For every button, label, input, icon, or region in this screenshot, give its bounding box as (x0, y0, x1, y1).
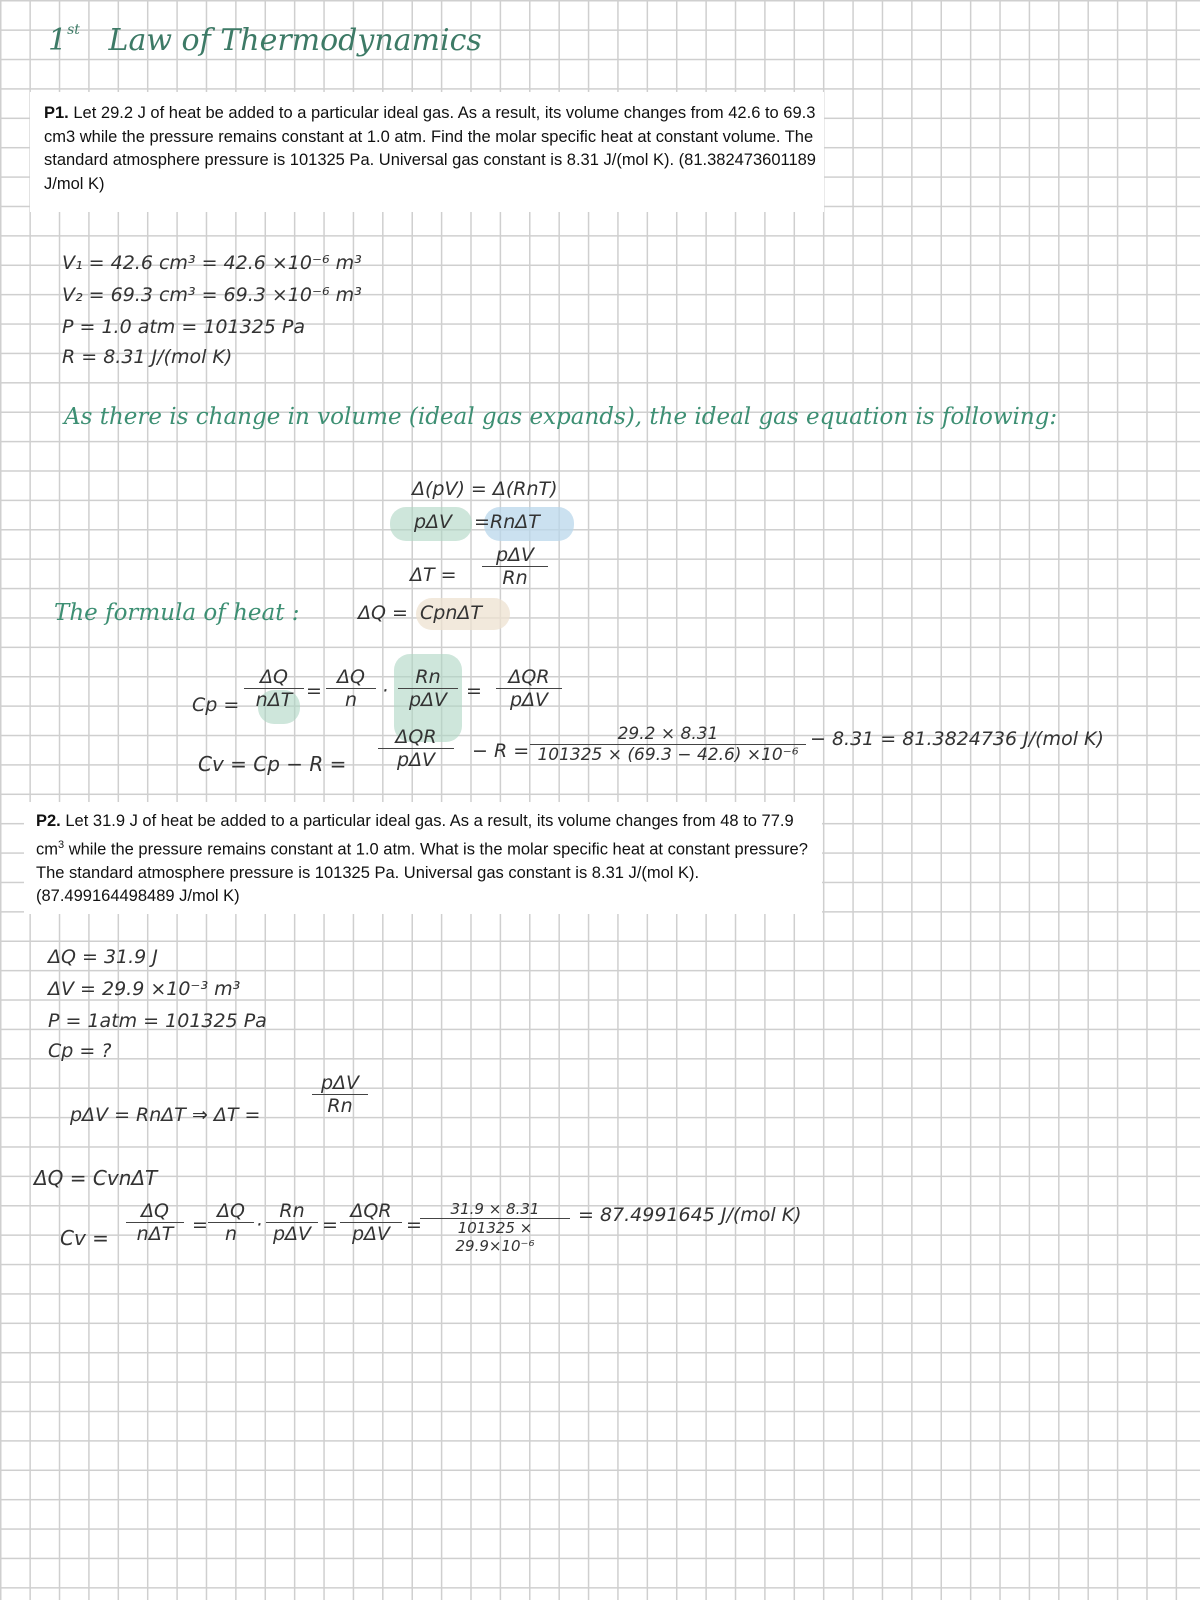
problem-2-text-sup: 3 (58, 838, 65, 851)
p2-delta-t-fraction (312, 1072, 368, 1117)
p1-cp-fraction-3 (398, 666, 458, 711)
p1-cp-fraction-2 (326, 666, 376, 711)
title-ordinal: 1 (48, 23, 68, 58)
p1-f2-num: ΔQ (337, 666, 365, 688)
p1-f4-den: pΔV (496, 688, 562, 711)
p1-f5-den: pΔV (378, 748, 454, 771)
p1-f3-den: pΔV (398, 688, 458, 711)
p1-final-result: − 8.31 = 81.3824736 J/(mol K) (810, 728, 1104, 750)
p2-f4-den: pΔV (340, 1222, 402, 1245)
title-text: Law of Thermodynamics (108, 23, 482, 58)
p1-note-heat-formula: The formula of heat : (54, 600, 300, 626)
problem-2-text-b: while the pressure remains constant at 1.0 atm. What is the molar specific heat at constant pressure? The standard atmosphere pressure is 101325 Pa. Universal gas constant is 8.31 J/(mol K). (87.499164498489 J/mol K) (36, 840, 808, 905)
p1-cp-lhs: Cp = (192, 694, 240, 716)
p2-numeric-fraction (420, 1200, 570, 1255)
p1-eq2-right: RnΔT (490, 511, 540, 533)
p2-f2-den: n (208, 1222, 254, 1245)
title-ordinal-suffix: st (67, 22, 80, 38)
p1-f1-num: ΔQ (260, 666, 288, 688)
problem-2-text-a: Let 31.9 J of heat be added to a particular ideal gas. As a result, its volume changes from 48 to 77.9 cm (36, 812, 794, 858)
p1-delta-t-num: pΔV (495, 544, 535, 566)
p1-given-pressure: P = 1.0 atm = 101325 Pa (62, 316, 305, 338)
p2-equals-2: = (322, 1214, 338, 1236)
p1-note-ideal-gas: As there is change in volume (ideal gas expands), the ideal gas equation is following: (64, 404, 1058, 430)
p2-given-pressure: P = 1atm = 101325 Pa (48, 1010, 267, 1032)
p1-heat-eq-lhs: ΔQ = (358, 602, 408, 624)
p1-minus-r: − R = (472, 740, 530, 762)
p1-given-gas-constant: R = 8.31 J/(mol K) (62, 346, 233, 368)
p2-fraction-4 (340, 1200, 402, 1245)
p2-given-dq: ΔQ = 31.9 J (48, 946, 158, 968)
p1-delta-t-fraction (482, 544, 548, 589)
p1-cp-equals-2: = (466, 680, 482, 702)
p2-fraction-2 (208, 1200, 254, 1245)
p1-f6-den: 101325 × (69.3 − 42.6) ×10⁻⁶ (530, 744, 806, 765)
p1-cp-fraction-4 (496, 666, 562, 711)
p1-f4-num: ΔQR (508, 666, 550, 688)
p1-eq2-left: pΔV (414, 511, 453, 533)
p1-eq-delta-pv: Δ(pV) = Δ(RnT) (412, 478, 558, 500)
p1-eq2-equals: = (474, 511, 490, 533)
p2-given-dv: ΔV = 29.9 ×10⁻³ m³ (48, 978, 241, 1000)
p2-final-result: = 87.4991645 J/(mol K) (578, 1204, 802, 1226)
p1-cv-fraction (378, 726, 454, 771)
p2-f4-num: ΔQR (350, 1200, 392, 1222)
p1-cp-equals-1: = (306, 680, 322, 702)
p1-delta-t-den: Rn (482, 566, 548, 589)
p1-given-v1: V₁ = 42.6 cm³ = 42.6 ×10⁻⁶ m³ (62, 252, 362, 274)
p2-ideal-gas-eq: pΔV = RnΔT ⇒ ΔT = (70, 1104, 261, 1126)
p1-f1-den: nΔT (244, 688, 304, 711)
p1-cv-lhs: Cv = Cp − R = (198, 752, 347, 776)
p2-cv-lhs: Cv = (60, 1226, 109, 1250)
p2-equals-1: = (192, 1214, 208, 1236)
p2-f5-num: 31.9 × 8.31 (450, 1200, 540, 1218)
p2-f1-den: nΔT (126, 1222, 184, 1245)
p1-heat-eq-rhs: CpnΔT (420, 602, 482, 624)
problem-1-box (30, 92, 824, 212)
p1-delta-t-lhs: ΔT = (410, 564, 457, 586)
p1-f2-den: n (326, 688, 376, 711)
p2-given-cp: Cp = ? (48, 1040, 112, 1062)
p2-heat-eq: ΔQ = CvnΔT (34, 1166, 158, 1190)
p2-fraction-1 (126, 1200, 184, 1245)
p2-delta-t-den: Rn (312, 1094, 368, 1117)
p1-f6-num: 29.2 × 8.31 (617, 724, 719, 744)
problem-2-label: P2. (36, 812, 61, 830)
p2-f3-num: Rn (279, 1200, 305, 1222)
p2-f5-den: 101325 × 29.9×10⁻⁶ (420, 1218, 570, 1255)
p2-f2-num: ΔQ (217, 1200, 245, 1222)
p2-f3-den: pΔV (266, 1222, 318, 1245)
p1-f5-num: ΔQR (395, 726, 437, 748)
p2-dot: · (256, 1214, 263, 1236)
p2-delta-t-num: pΔV (320, 1072, 360, 1094)
problem-1-label: P1. (44, 104, 69, 122)
p1-cp-fraction-1 (244, 666, 304, 711)
problem-1-text: Let 29.2 J of heat be added to a particular ideal gas. As a result, its volume changes from 42.6 to 69.3 cm3 while the pressure remains constant at 1.0 atm. Find the molar specific heat at constant volume. The standard atmosphere pressure is 101325 Pa. Universal gas constant is 8.31 J/(mol K). (81.382473601189 J/mol K) (44, 104, 816, 193)
p1-given-v2: V₂ = 69.3 cm³ = 69.3 ×10⁻⁶ m³ (62, 284, 362, 306)
p1-f3-num: Rn (415, 666, 441, 688)
problem-2-box (24, 802, 822, 914)
p2-fraction-3 (266, 1200, 318, 1245)
p1-numeric-fraction (530, 724, 806, 765)
p2-equals-3: = (406, 1214, 422, 1236)
p1-cp-dot: · (382, 680, 389, 702)
page-title (48, 22, 482, 58)
p2-f1-num: ΔQ (141, 1200, 169, 1222)
